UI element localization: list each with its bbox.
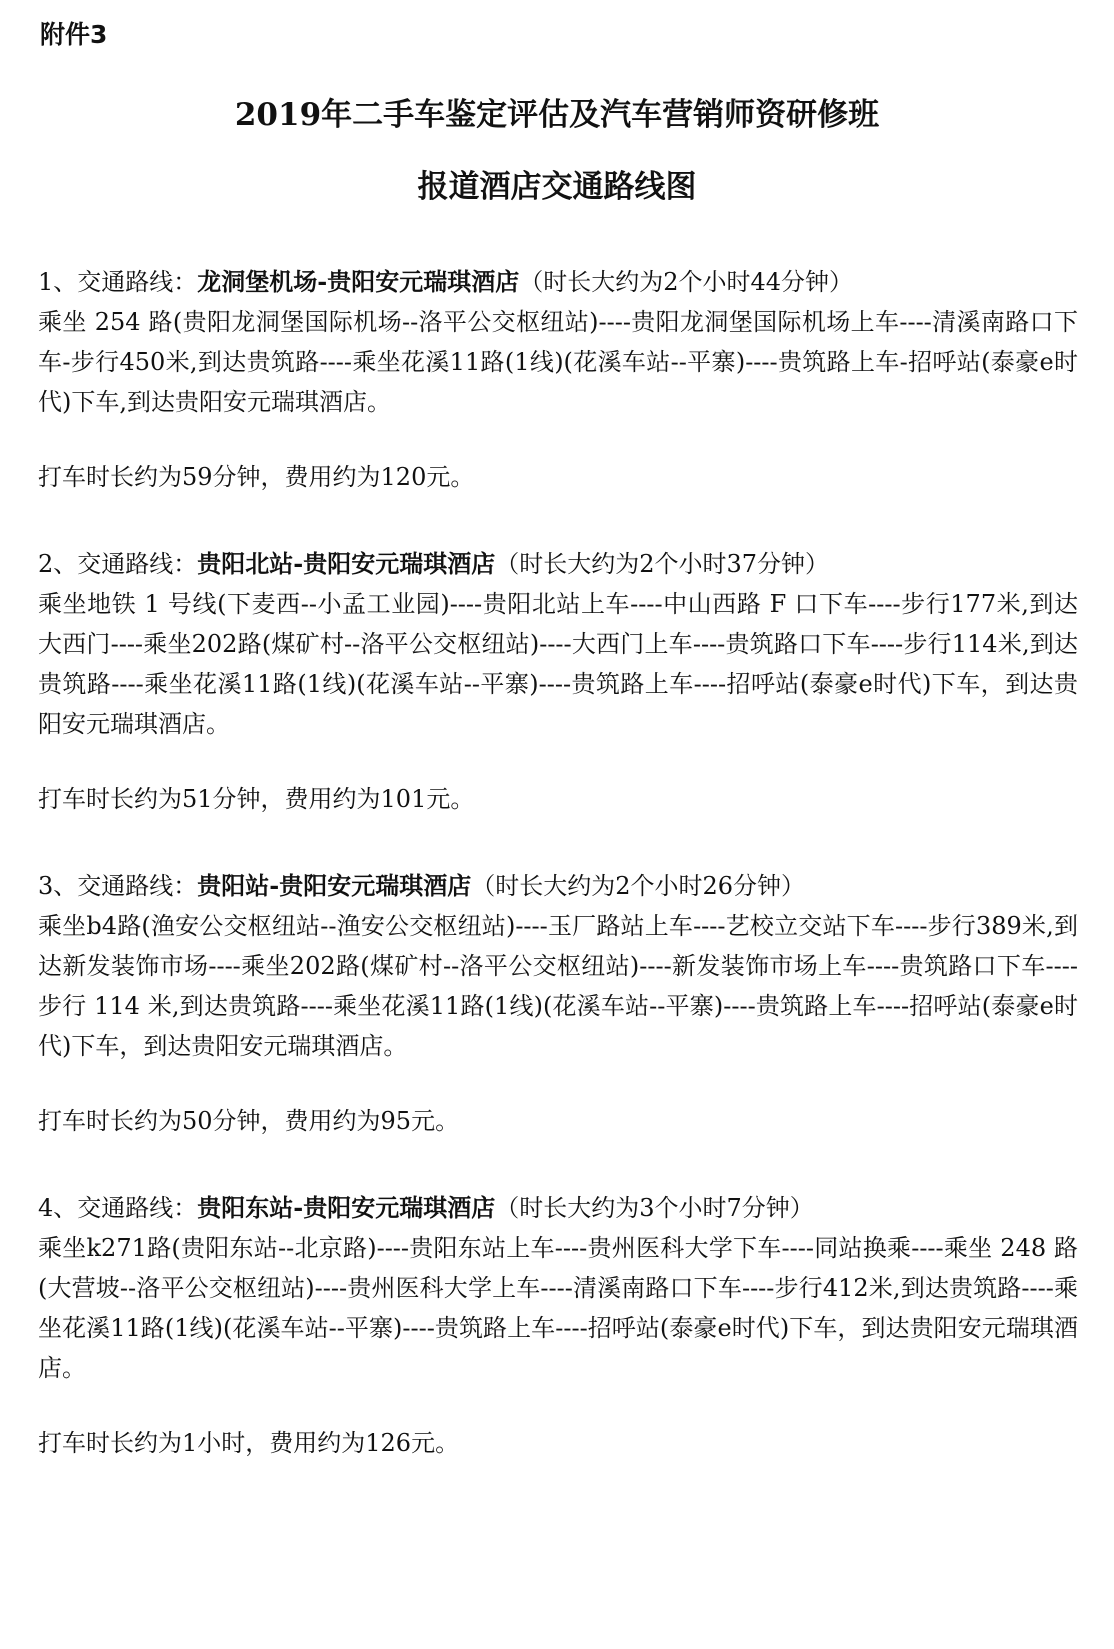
route-name: 贵阳北站-贵阳安元瑞琪酒店 xyxy=(197,549,496,578)
route-description: 乘坐k271路(贵阳东站--北京路)----贵阳东站上车----贵州医科大学下车----同站换乘----乘坐 248 路(大营坡--洛平公交枢纽站)----贵州医科大学上车----清溪南路口下车----步行412米,到达贵筑路----乘坐花溪11路(1线)(花溪车站--平寨)----贵筑路上车----招呼站(泰豪e时代)下车，到达贵阳安元瑞琪酒店。 xyxy=(38,1234,1078,1382)
route-name: 贵阳站-贵阳安元瑞琪酒店 xyxy=(197,871,472,900)
document-subtitle: 报道酒店交通路线图 xyxy=(417,169,697,205)
route-block xyxy=(38,544,1078,819)
route-prefix: 4、交通路线： xyxy=(38,1194,198,1222)
route-prefix: 2、交通路线： xyxy=(38,550,198,578)
taxi-info: 打车时长约为50分钟，费用约为95元。 xyxy=(38,1107,460,1135)
route-description: 乘坐地铁 1 号线(下麦西--小孟工业园)----贵阳北站上车----中山西路 F 口下车----步行177米,到达大西门----乘坐202路(煤矿村--洛平公交枢纽站)----大西门上车----贵筑路口下车----步行114米,到达贵筑路----乘坐花溪11路(1线)(花溪车站--平寨)----贵筑路上车----招呼站(泰豪e时代)下车，到达贵阳安元瑞琪酒店。 xyxy=(38,590,1078,738)
taxi-info: 打车时长约为59分钟，费用约为120元。 xyxy=(38,463,475,491)
route-block xyxy=(38,1188,1078,1463)
route-duration: （时长大约为3个小时7分钟） xyxy=(495,1194,814,1222)
route-description: 乘坐b4路(渔安公交枢纽站--渔安公交枢纽站)----玉厂路站上车----艺校立交站下车----步行389米,到达新发装饰市场----乘坐202路(煤矿村--洛平公交枢纽站)----新发装饰市场上车----贵筑路口下车----步行 114 米,到达贵筑路----乘坐花溪11路(1线)(花溪车站--平寨)----贵筑路上车----招呼站(泰豪e时代)下车，到达贵阳安元瑞琪酒店。 xyxy=(38,912,1078,1060)
route-prefix: 1、交通路线： xyxy=(38,268,198,296)
taxi-info: 打车时长约为1小时，费用约为126元。 xyxy=(38,1429,460,1457)
route-description: 乘坐 254 路(贵阳龙洞堡国际机场--洛平公交枢纽站)----贵阳龙洞堡国际机场上车----清溪南路口下车-步行450米,到达贵筑路----乘坐花溪11路(1线)(花溪车站--平寨)----贵筑路上车-招呼站(泰豪e时代)下车,到达贵阳安元瑞琪酒店。 xyxy=(38,308,1078,416)
route-name: 贵阳东站-贵阳安元瑞琪酒店 xyxy=(197,1193,496,1222)
route-duration: （时长大约为2个小时44分钟） xyxy=(519,268,854,296)
route-heading xyxy=(38,544,1078,584)
route-prefix: 3、交通路线： xyxy=(38,872,198,900)
route-duration: （时长大约为2个小时37分钟） xyxy=(495,550,830,578)
route-name: 龙洞堡机场-贵阳安元瑞琪酒店 xyxy=(197,267,520,296)
attachment-label: 附件3 xyxy=(40,20,108,49)
route-block xyxy=(38,866,1078,1141)
document-title: 2019年二手车鉴定评估及汽车营销师资研修班 xyxy=(234,97,880,133)
route-heading xyxy=(38,262,1078,302)
route-block xyxy=(38,262,1078,497)
taxi-info: 打车时长约为51分钟，费用约为101元。 xyxy=(38,785,475,813)
routes-list xyxy=(38,262,1078,1510)
route-heading xyxy=(38,1188,1078,1228)
route-heading xyxy=(38,866,1078,906)
route-duration: （时长大约为2个小时26分钟） xyxy=(471,872,806,900)
